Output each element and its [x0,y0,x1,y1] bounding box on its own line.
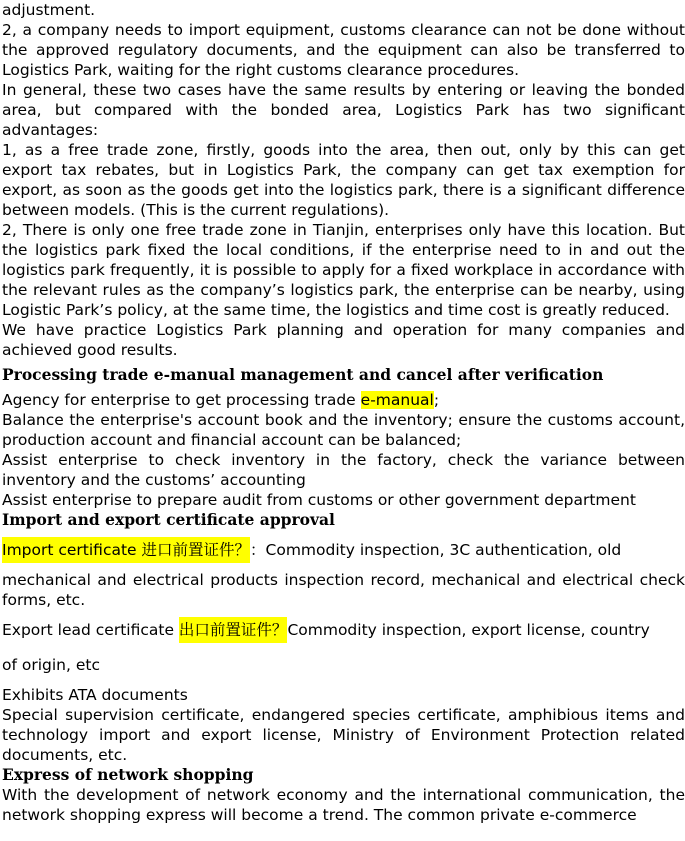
section-heading-network-shopping: Express of network shopping [2,765,254,784]
section-heading-certificate-approval: Import and export certificate approval [2,510,335,529]
paragraph: Balance the enterprise's account book and the inventory; ensure the customs account, production account and financial account can be balanced; [2,411,685,449]
paragraph: mechanical and electrical products inspection record, mechanical and electrical check forms, etc. [2,571,685,609]
text-span: Export lead certificate [2,621,179,639]
paragraph: Special supervision certificate, endangered species certificate, amphibious items and technology import and export license, Ministry of Environment Protection related documents, etc. [2,706,685,764]
paragraph: Assist enterprise to prepare audit from customs or other government department [2,491,636,509]
paragraph: 2, a company needs to import equipment, customs clearance can not be done without the approved regulatory documents, and the equipment can also be transferred to Logistics Park, waiting for the right customs clearance procedures. [2,21,685,79]
paragraph: Exhibits ATA documents [2,686,188,704]
text-span: Commodity inspection, export license, country [287,621,650,639]
paragraph [2,620,685,640]
text-span: ; [433,391,440,409]
highlighted-text: e-manual [360,391,434,409]
text-span: ：Commodity inspection, 3C authentication, old [250,541,622,559]
section-heading-processing-trade: Processing trade e-manual management and cancel after verification [2,365,604,384]
paragraph [2,540,685,560]
paragraph: adjustment. [2,1,96,19]
text-span: Agency for enterprise to get processing trade [2,391,361,409]
highlighted-text: 出口前置证件？ [179,617,288,643]
paragraph: In general, these two cases have the same results by entering or leaving the bonded area, but compared with the bonded area, Logistics Park has two significant advantages: [2,81,685,139]
paragraph: With the development of network economy and the international communication, the network shopping express will become a trend. The common private e-commerce [2,786,685,824]
paragraph: Assist enterprise to check inventory in the factory, check the variance between inventory and the customs’ accounting [2,451,685,489]
highlighted-text: Import certificate 进口前置证件？ [2,537,250,563]
paragraph: 2, There is only one free trade zone in Tianjin, enterprises only have this location. But the logistics park fixed the local conditions, if the enterprise need to in and out the logistics park frequently, it is possible to apply for a fixed workplace in accordance with the relevant rules as the company’s logistics park, the enterprise can be nearby, using Logistic Park’s policy, at the same time, the logistics and time cost is greatly reduced. [2,221,685,319]
paragraph: We have practice Logistics Park planning and operation for many companies and achieved good results. [2,321,685,359]
paragraph: 1, as a free trade zone, firstly, goods into the area, then out, only by this can get export tax rebates, but in Logistics Park, the company can get tax exemption for export, as soon as the goods get into the logistics park, there is a significant difference between models. (This is the current regulations). [2,141,685,219]
paragraph [2,390,685,410]
paragraph: of origin, etc [2,656,100,674]
